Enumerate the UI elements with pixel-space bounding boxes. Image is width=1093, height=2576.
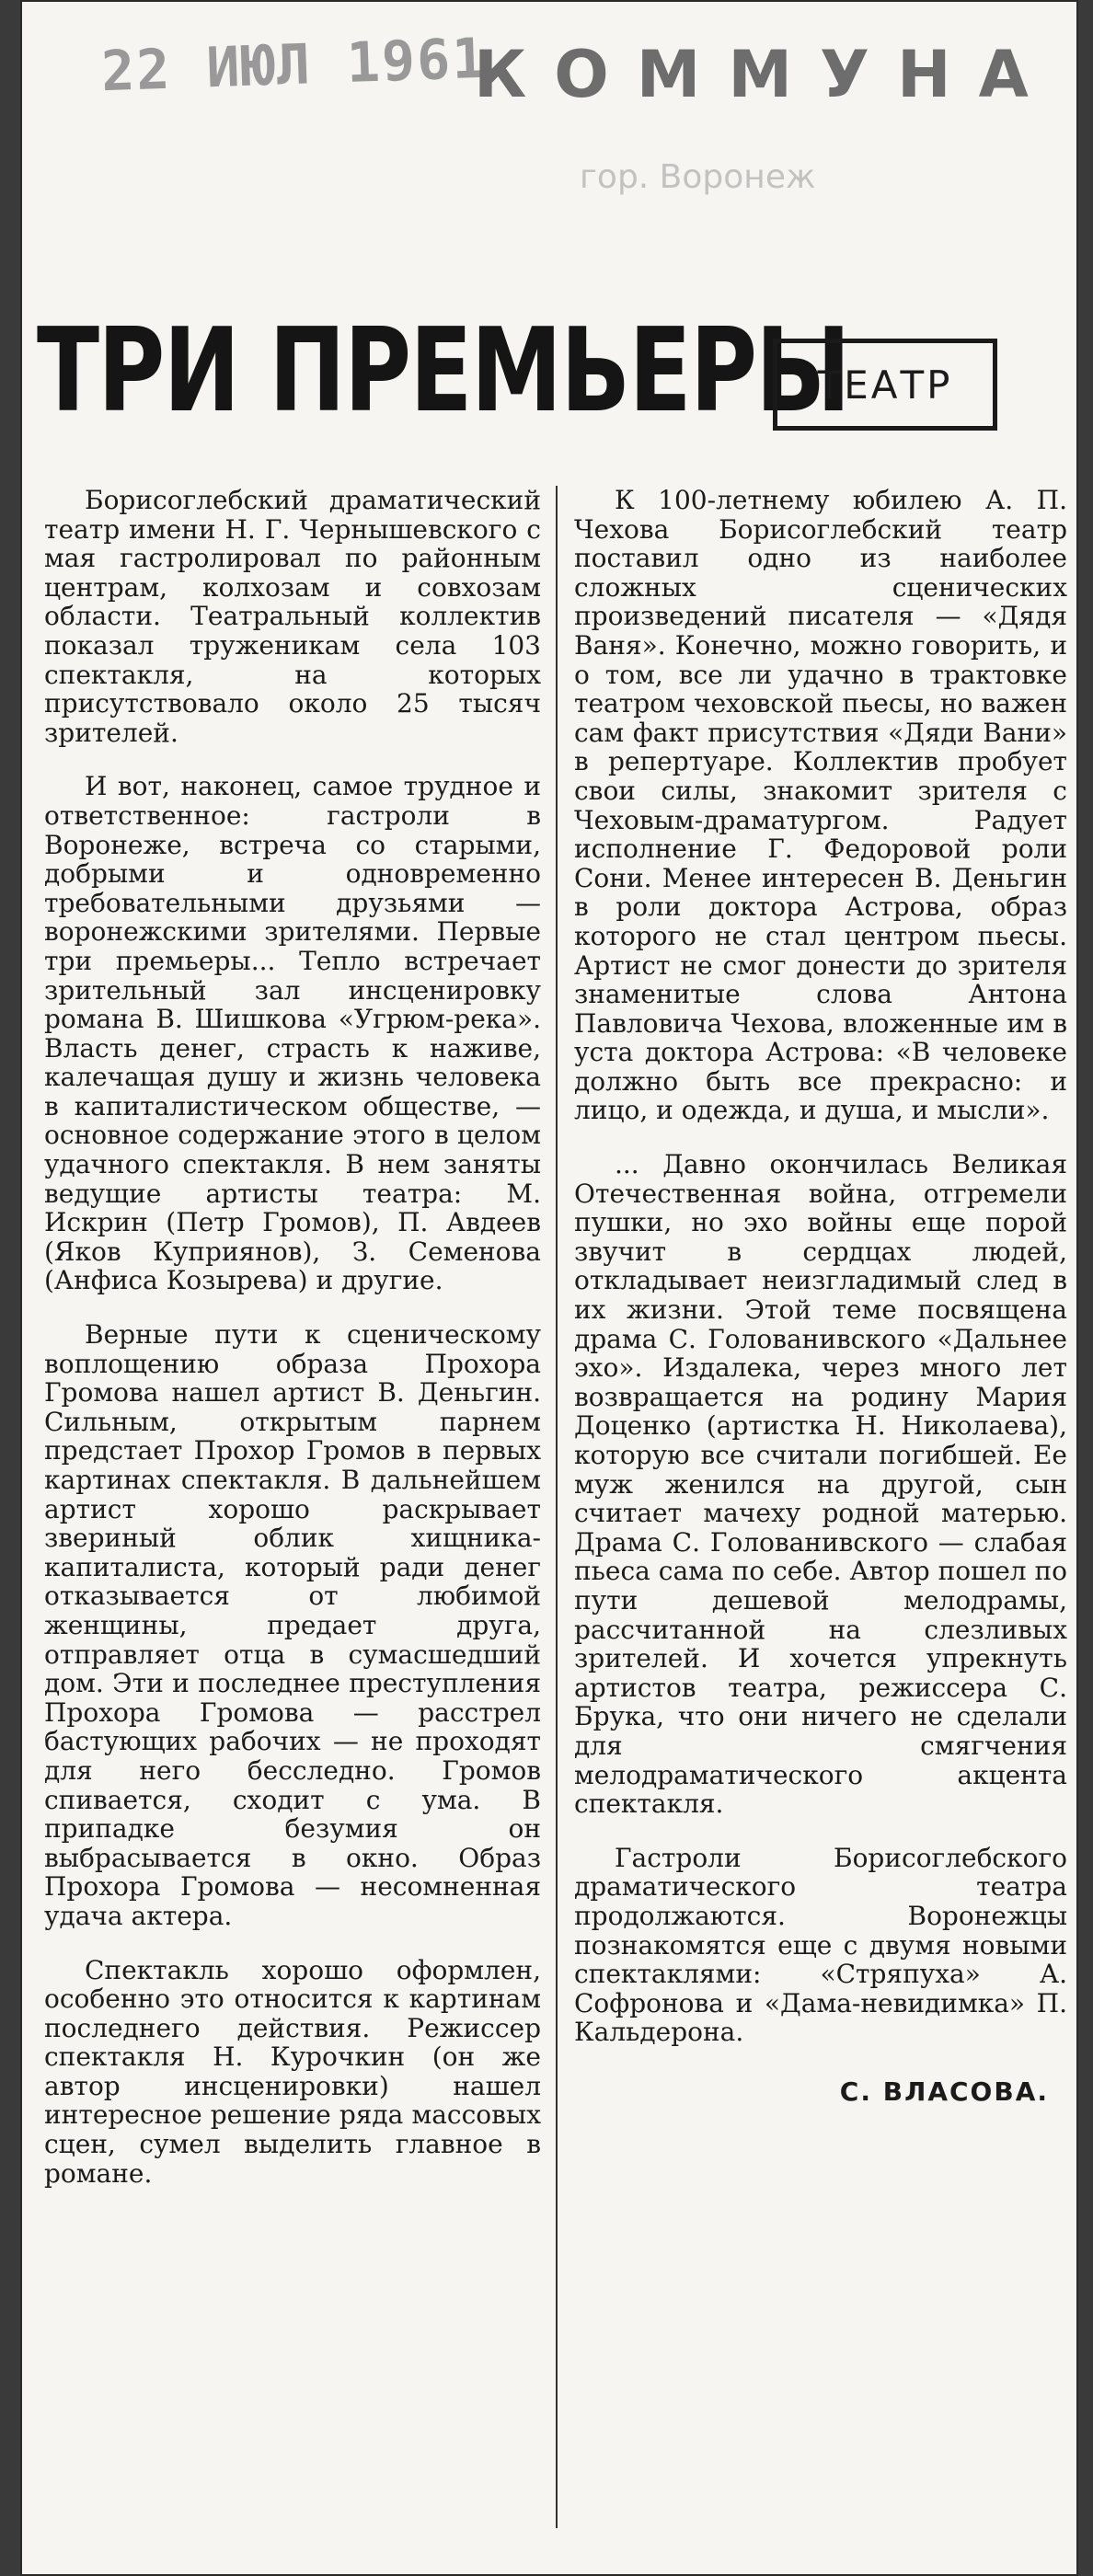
paragraph-1: Борисоглебский драматический театр имени Н. Г. Чернышевского с мая гастролировал по районным центрам, колхозам и совхозам области. Театральный коллектив показал труженикам села 103 спектакля, на которых присутствовало около 25 тысяч зрителей. bbox=[44, 485, 541, 748]
paragraph-6: ... Давно окончилась Великая Отечественная война, отгремели пушки, но эхо войны еще порой звучит в сердцах людей, откладывает неизгладимый след в их жизни. Этой теме посвящена драма С. Голованивского «Дальнее эхо». Издалека, через много лет возвращается на родину Мария Доценко (артистка Н. Николаева), которую все считали погибшей. Ее муж женился на другой, сын считает мачеху родной матерью. Драма С. Голованивского — слабая пьеса сама по себе. Автор пошел по пути дешевой мелодрамы, рассчитанной на слезливых зрителей. И хочется упрекнуть артистов театра, режиссера С. Брука, что они ничего не сделали для смягчения мелодраматического акцента спектакля. bbox=[574, 1149, 1067, 1820]
article-headline: ТРИ ПРЕМЬЕРЫ bbox=[37, 303, 849, 438]
column-divider bbox=[556, 486, 558, 2528]
article-column-right bbox=[574, 486, 1067, 2106]
date-stamp: 22 ИЮЛ 1961 bbox=[99, 26, 489, 105]
newspaper-name: КОММУНА bbox=[474, 37, 1056, 112]
article-column-left bbox=[44, 486, 541, 2213]
paragraph-5: К 100-летнему юбилею А. П. Чехова Борисоглебский театр поставил одно из наиболее сложных сценических произведений писателя — «Дядя Ваня». Конечно, можно говорить, и о том, все ли удачно в трактовке театром чеховской пьесы, но важен сам факт присутствия «Дяди Вани» в репертуаре. Коллектив пробует свои силы, знакомит зрителя с Чеховым-драматургом. Радует исполнение Г. Федоровой роли Сони. Менее интересен В. Деньгин в роли доктора Астрова, образ которого не стал центром пьесы. Артист не смог донести до зрителя знаменитые слова Антона Павловича Чехова, вложенные им в уста доктора Астрова: «В человеке должно быть все прекрасно: и лицо, и одежда, и душа, и мысли». bbox=[574, 485, 1067, 1126]
paragraph-7: Гастроли Борисоглебского драматического театра продолжаются. Воронежцы познакомятся еще с двумя новыми спектаклями: «Стряпуха» А. Софронова и «Дама-невидимка» П. Кальдерона. bbox=[574, 1842, 1067, 2048]
rubric-box: ТЕАТР bbox=[773, 339, 997, 431]
author-signature: С. ВЛАСОВА. bbox=[839, 2076, 1049, 2107]
paragraph-3: Верные пути к сценическому воплощению образа Прохора Громова нашел артист В. Деньгин. Сильным, открытым парнем предстает Прохор Громов в первых картинах спектакля. В дальнейшем артист хорошо раскрывает звериный облик хищника-капиталиста, который ради денег отказывается от любимой женщины, предает друга, отправляет отца в сумасшедший дом. Эти и последнее преступления Прохора Громова — расстрел бастующих рабочих — не проходят для него бесследно. Громов спивается, сходит с ума. В припадке безумия он выбрасывается в окно. Образ Прохора Громова — несомненная удача актера. bbox=[44, 1319, 541, 1931]
paragraph-4: Спектакль хорошо оформлен, особенно это относится к картинам последнего действия. Режиссер спектакля Н. Курочкин (он же автор инсценировки) нашел интересное решение ряда массовых сцен, сумел выделить главное в романе. bbox=[44, 1954, 541, 2189]
newspaper-city: гор. Воронеж bbox=[580, 158, 816, 196]
paragraph-2: И вот, наконец, самое трудное и ответственное: гастроли в Воронеже, встреча со старыми, добрыми и одновременно требовательными друзьями — воронежскими зрителями. Первые три премьеры... Тепло встречает зрительный зал инсценировку романа В. Шишкова «Угрюм-река». Власть денег, страсть к наживе, калечащая душу и жизнь человека в капиталистическом обществе, — основное содержание этого в целом удачного спектакля. В нем заняты ведущие артисты театра: М. Искрин (Петр Громов), П. Авдеев (Яков Куприянов), З. Семенова (Анфиса Козырева) и другие. bbox=[44, 771, 541, 1296]
